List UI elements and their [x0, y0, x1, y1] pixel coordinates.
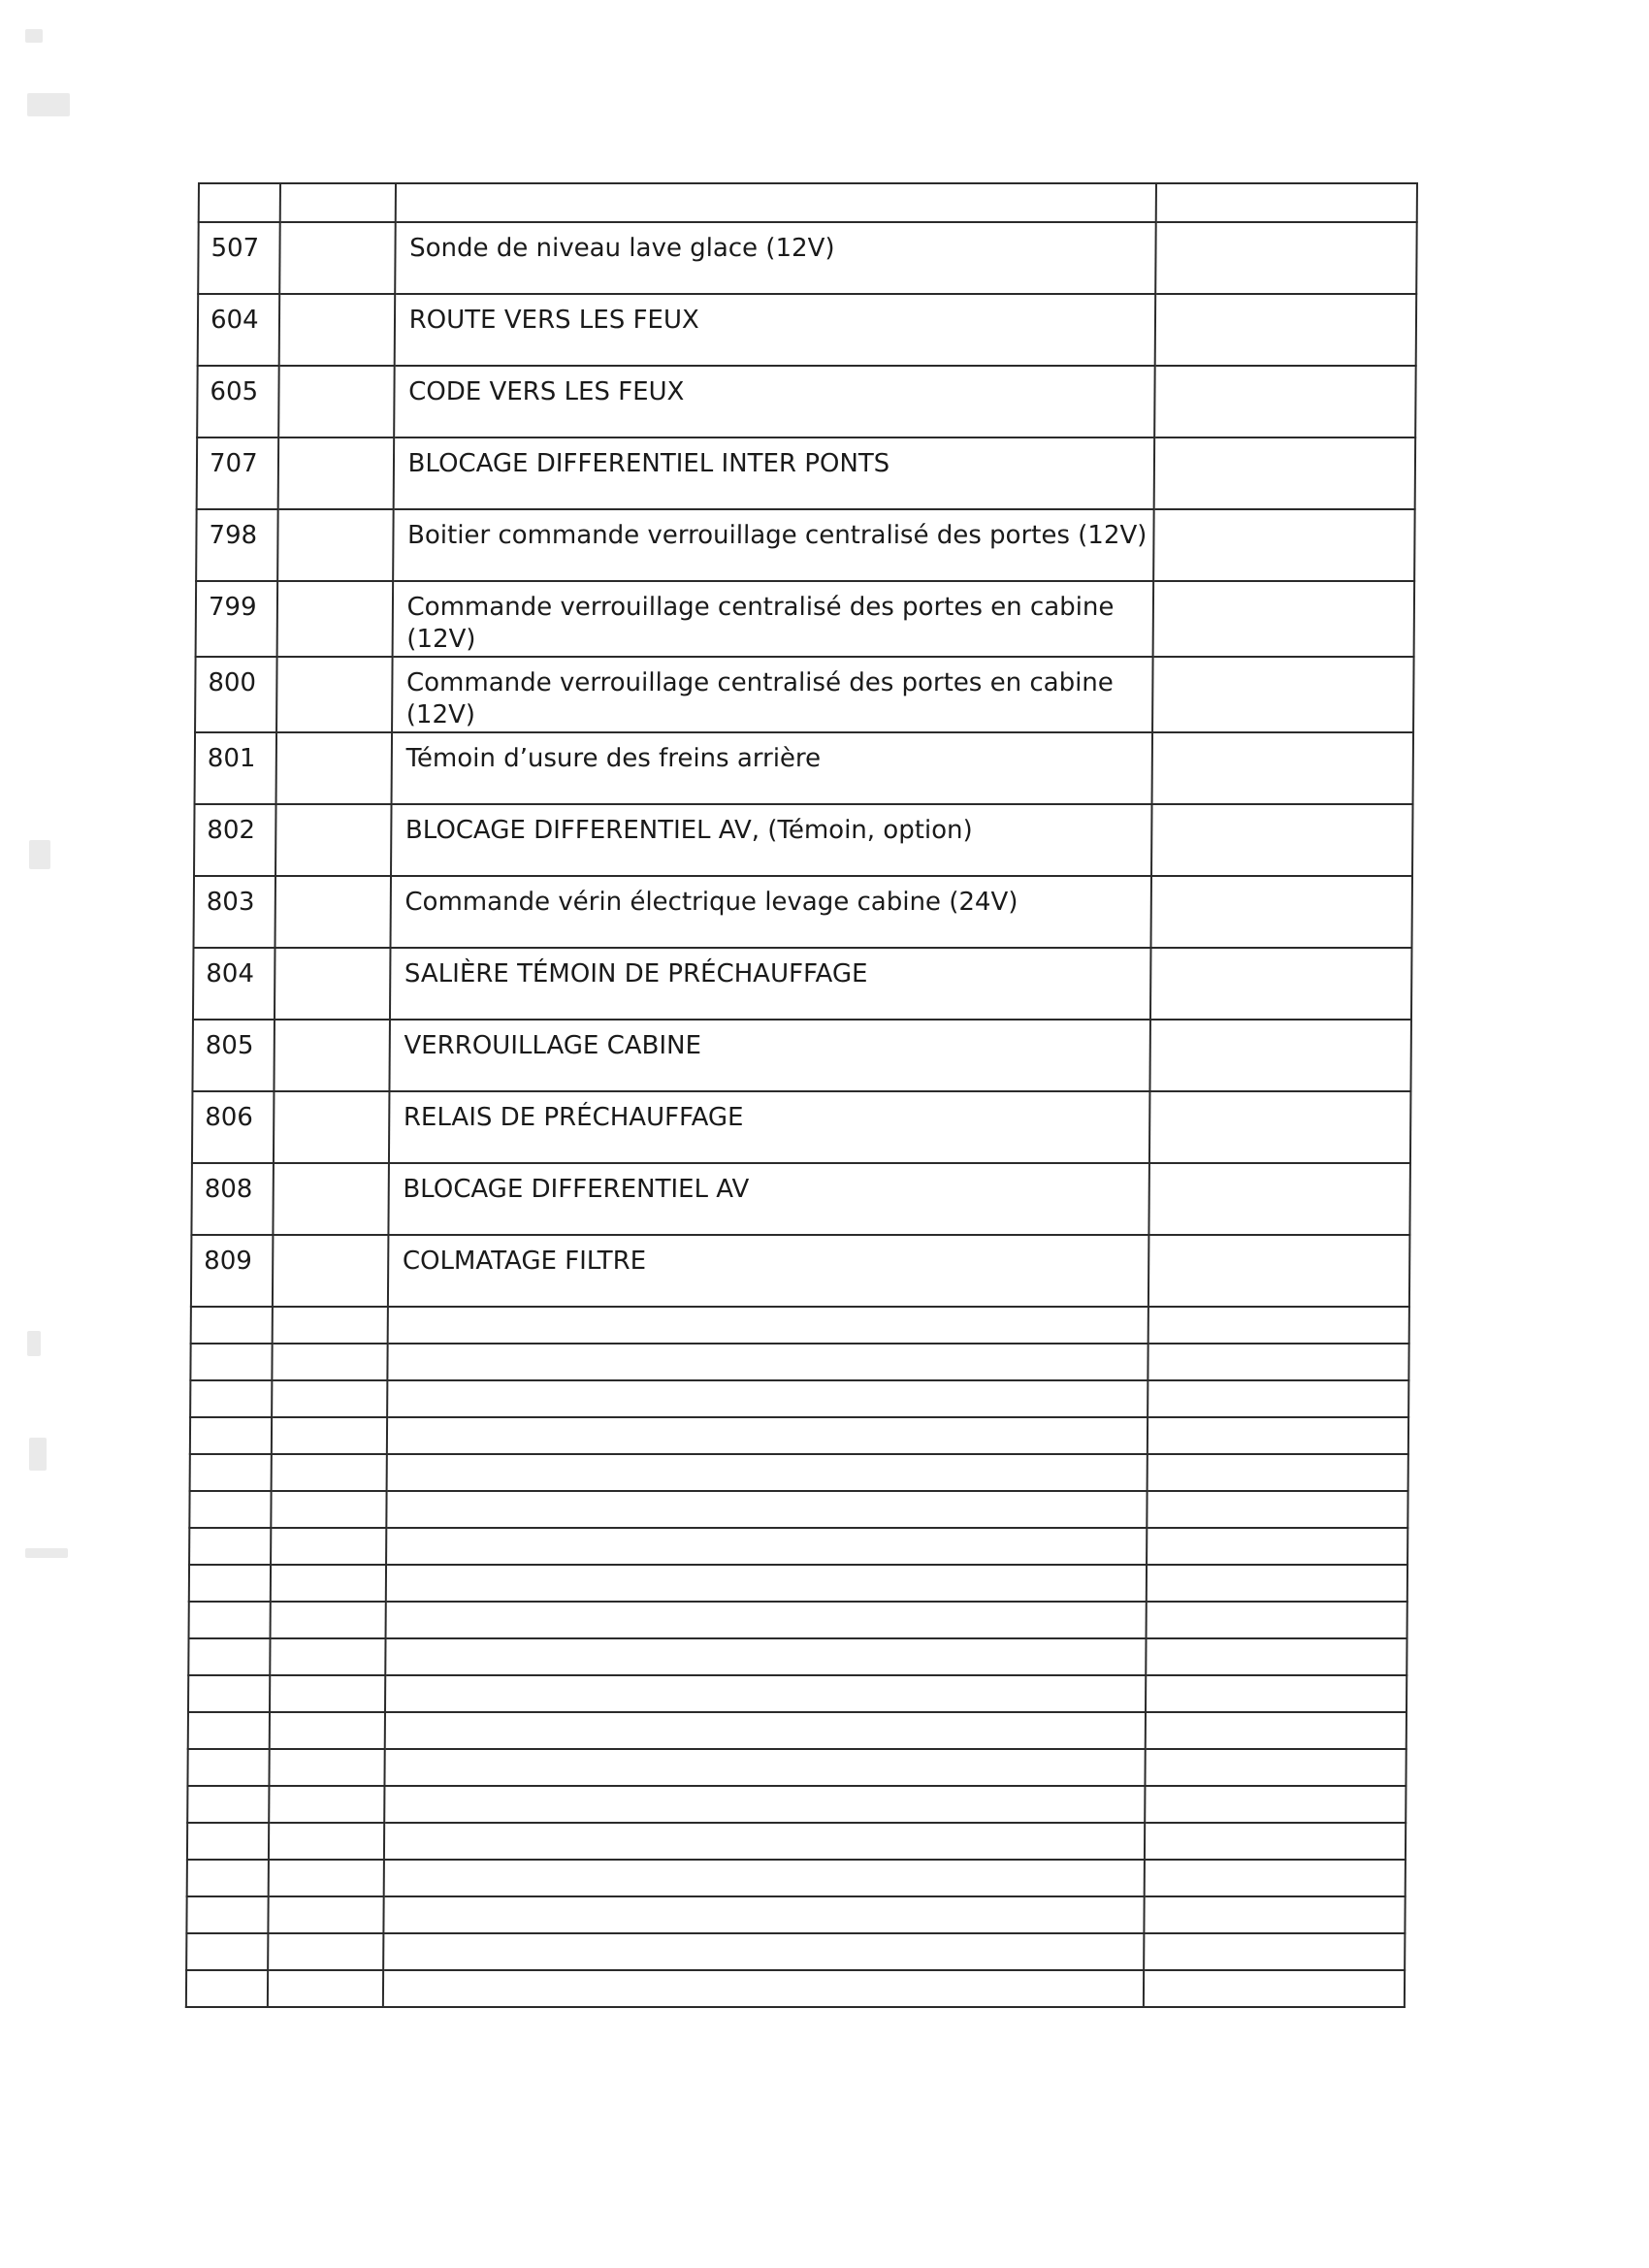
empty-cell: [384, 1786, 1146, 1823]
empty-cell: [279, 294, 395, 366]
blank-row: [187, 1786, 1406, 1823]
empty-cell: [1147, 1565, 1407, 1602]
row-code: 803: [206, 888, 255, 917]
empty-cell: [270, 1675, 385, 1712]
table-row: [196, 509, 1415, 581]
blank-row: [187, 1749, 1406, 1786]
row-description: BLOCAGE DIFFERENTIEL AV, (Témoin, option): [404, 816, 973, 845]
row-description: SALIÈRE TÉMOIN DE PRÉCHAUFFAGE: [404, 959, 868, 988]
empty-cell: [189, 1491, 272, 1528]
table-row: [198, 222, 1417, 294]
empty-cell: [1148, 1344, 1409, 1380]
empty-cell: [188, 1638, 271, 1675]
empty-cell: [188, 1675, 271, 1712]
empty-cell: [384, 1712, 1146, 1749]
empty-cell: [1154, 366, 1415, 437]
blank-row: [186, 1933, 1405, 1970]
empty-cell: [1148, 1235, 1409, 1307]
empty-cell: [274, 1091, 389, 1163]
row-code: 808: [204, 1175, 253, 1204]
blank-row: [187, 1823, 1406, 1860]
table-row: [196, 581, 1415, 657]
blank-row: [191, 1307, 1409, 1344]
row-description: RELAIS DE PRÉCHAUFFAGE: [403, 1103, 744, 1132]
empty-cell: [188, 1712, 271, 1749]
table-row: [192, 1091, 1411, 1163]
header-cell: [1156, 183, 1417, 222]
empty-cell: [275, 1020, 390, 1091]
row-code: 798: [209, 521, 258, 550]
row-description: Sonde de niveau lave glace (12V): [409, 234, 835, 263]
empty-cell: [275, 804, 391, 876]
empty-cell: [1145, 1896, 1406, 1933]
empty-cell: [272, 1454, 387, 1491]
table-row: [191, 1163, 1410, 1235]
empty-cell: [384, 1823, 1146, 1860]
empty-cell: [386, 1491, 1148, 1528]
row-code: 809: [204, 1247, 252, 1276]
empty-cell: [1155, 222, 1416, 294]
empty-cell: [190, 1454, 273, 1491]
empty-cell: [1151, 876, 1412, 948]
empty-cell: [1148, 1417, 1408, 1454]
scan-smudge: [29, 1438, 47, 1471]
empty-cell: [385, 1675, 1147, 1712]
empty-cell: [278, 366, 394, 437]
row-code: 806: [205, 1103, 254, 1132]
empty-cell: [1144, 1970, 1405, 2007]
table-row: [197, 366, 1416, 437]
row-description: Boitier commande verrouillage centralisé des portes (12V): [406, 521, 1148, 550]
empty-cell: [1147, 1602, 1407, 1638]
empty-cell: [273, 1344, 388, 1380]
blank-row: [189, 1528, 1407, 1565]
empty-cell: [270, 1712, 385, 1749]
empty-cell: [1152, 732, 1413, 804]
empty-cell: [1155, 294, 1416, 366]
empty-cell: [187, 1749, 270, 1786]
empty-cell: [1151, 804, 1412, 876]
empty-cell: [387, 1307, 1148, 1344]
empty-cell: [272, 1417, 387, 1454]
row-description: COLMATAGE FILTRE: [402, 1247, 647, 1276]
empty-cell: [187, 1786, 270, 1823]
table-row: [193, 948, 1412, 1020]
table-row: [198, 294, 1417, 366]
row-description: Commande vérin électrique levage cabine (24V): [404, 888, 1018, 917]
empty-cell: [386, 1454, 1148, 1491]
empty-cell: [190, 1380, 273, 1417]
empty-cell: [190, 1417, 273, 1454]
table-row: [193, 876, 1412, 948]
empty-cell: [387, 1344, 1148, 1380]
table-row: [195, 732, 1414, 804]
empty-cell: [386, 1417, 1148, 1454]
empty-cell: [1148, 1380, 1408, 1417]
row-code: 804: [206, 959, 255, 988]
empty-cell: [1146, 1675, 1406, 1712]
blank-row: [189, 1602, 1407, 1638]
row-code: 802: [207, 816, 256, 845]
blank-row: [189, 1491, 1407, 1528]
empty-cell: [273, 1235, 388, 1307]
row-code: 799: [208, 593, 257, 622]
empty-cell: [1146, 1638, 1406, 1675]
empty-cell: [269, 1786, 384, 1823]
empty-cell: [269, 1860, 384, 1896]
row-code: 604: [210, 306, 259, 335]
blank-row: [190, 1417, 1408, 1454]
empty-cell: [1144, 1933, 1405, 1970]
empty-cell: [276, 657, 392, 732]
empty-cell: [1145, 1786, 1406, 1823]
blank-row: [187, 1860, 1406, 1896]
empty-cell: [1146, 1749, 1406, 1786]
row-description: Commande verrouillage centralisé des portes en cabine (12V): [405, 668, 1114, 729]
scan-smudge: [27, 1331, 41, 1356]
empty-cell: [383, 1860, 1145, 1896]
empty-cell: [383, 1896, 1145, 1933]
empty-cell: [271, 1638, 386, 1675]
table-row: [195, 657, 1414, 732]
empty-cell: [271, 1565, 386, 1602]
empty-cell: [1146, 1712, 1406, 1749]
empty-cell: [1150, 1020, 1411, 1091]
table-body: [186, 183, 1417, 2007]
empty-cell: [1154, 437, 1415, 509]
row-code: 507: [210, 234, 260, 263]
empty-cell: [275, 948, 390, 1020]
connector-table: [185, 182, 1418, 2008]
empty-cell: [187, 1823, 270, 1860]
empty-cell: [276, 732, 392, 804]
scan-smudge: [25, 29, 43, 43]
empty-cell: [189, 1602, 272, 1638]
empty-cell: [385, 1565, 1147, 1602]
empty-cell: [277, 581, 393, 657]
row-description: ROUTE VERS LES FEUX: [408, 306, 699, 335]
row-code: 800: [208, 668, 257, 697]
empty-cell: [271, 1528, 386, 1565]
empty-cell: [190, 1344, 273, 1380]
empty-cell: [1145, 1823, 1406, 1860]
table-row: [194, 804, 1413, 876]
empty-cell: [268, 1933, 383, 1970]
empty-cell: [1145, 1860, 1406, 1896]
blank-row: [190, 1380, 1408, 1417]
empty-cell: [274, 1163, 389, 1235]
row-description: CODE VERS LES FEUX: [408, 377, 685, 406]
row-code: 707: [209, 449, 258, 478]
row-code: 801: [207, 744, 256, 773]
empty-cell: [1148, 1454, 1408, 1491]
header-cell: [199, 183, 281, 222]
empty-cell: [385, 1638, 1147, 1675]
empty-cell: [1152, 657, 1413, 732]
table-row: [191, 1235, 1410, 1307]
row-description: VERROUILLAGE CABINE: [404, 1031, 702, 1060]
empty-cell: [272, 1491, 387, 1528]
header-cell: [280, 183, 396, 222]
table-row: [192, 1020, 1411, 1091]
table-row: [197, 437, 1416, 509]
row-description: BLOCAGE DIFFERENTIEL INTER PONTS: [407, 449, 890, 478]
empty-cell: [273, 1307, 388, 1344]
scan-smudge: [25, 1548, 68, 1558]
row-description: Témoin d’usure des freins arrière: [405, 744, 822, 773]
empty-cell: [189, 1565, 272, 1602]
row-code: 805: [205, 1031, 254, 1060]
empty-cell: [384, 1749, 1146, 1786]
empty-cell: [272, 1380, 387, 1417]
header-cell: [395, 183, 1156, 222]
blank-row: [188, 1712, 1406, 1749]
blank-row: [186, 1970, 1405, 2007]
empty-cell: [269, 1896, 384, 1933]
scan-smudge: [29, 840, 50, 869]
empty-cell: [278, 437, 394, 509]
empty-cell: [385, 1602, 1147, 1638]
empty-cell: [387, 1380, 1148, 1417]
empty-cell: [186, 1970, 269, 2007]
blank-row: [190, 1454, 1408, 1491]
empty-cell: [279, 222, 395, 294]
row-code: 605: [210, 377, 259, 406]
empty-cell: [270, 1749, 385, 1786]
blank-row: [186, 1896, 1405, 1933]
empty-cell: [1147, 1491, 1407, 1528]
empty-cell: [275, 876, 391, 948]
empty-cell: [1153, 509, 1414, 581]
empty-cell: [186, 1896, 269, 1933]
empty-cell: [1153, 581, 1414, 657]
empty-cell: [189, 1528, 272, 1565]
empty-cell: [1147, 1528, 1407, 1565]
empty-cell: [1149, 1091, 1410, 1163]
blank-row: [188, 1675, 1406, 1712]
blank-row: [188, 1638, 1406, 1675]
empty-cell: [191, 1307, 274, 1344]
empty-cell: [383, 1933, 1145, 1970]
blank-row: [190, 1344, 1408, 1380]
empty-cell: [1150, 948, 1411, 1020]
row-description: Commande verrouillage centralisé des portes en cabine (12V): [406, 593, 1115, 654]
scan-smudge: [27, 93, 70, 116]
empty-cell: [187, 1860, 270, 1896]
empty-cell: [386, 1528, 1148, 1565]
empty-cell: [1148, 1307, 1409, 1344]
header-row: [199, 183, 1417, 222]
empty-cell: [383, 1970, 1145, 2007]
empty-cell: [277, 509, 393, 581]
empty-cell: [268, 1970, 383, 2007]
empty-cell: [186, 1933, 269, 1970]
empty-cell: [1149, 1163, 1410, 1235]
blank-row: [189, 1565, 1407, 1602]
row-description: BLOCAGE DIFFERENTIEL AV: [403, 1175, 750, 1204]
empty-cell: [271, 1602, 386, 1638]
empty-cell: [269, 1823, 384, 1860]
